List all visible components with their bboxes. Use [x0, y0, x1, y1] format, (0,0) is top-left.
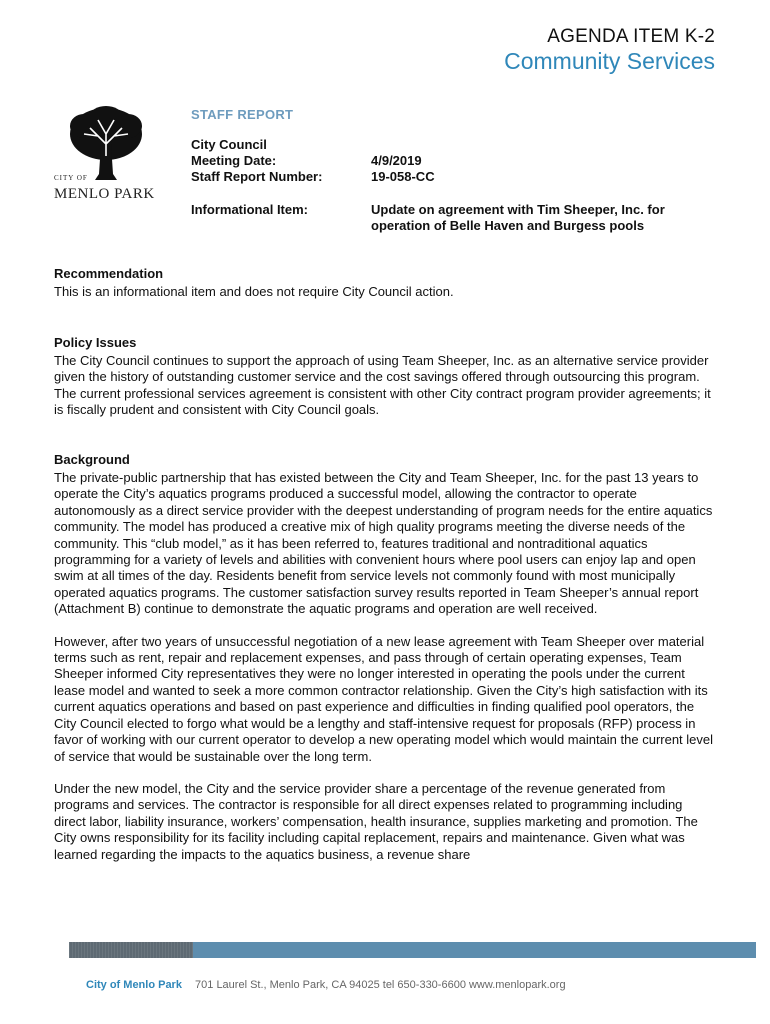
report-number-value: 19-058-CC [371, 169, 435, 184]
recommendation-text: This is an informational item and does not require City Council action. [54, 284, 454, 299]
staff-report-label: STAFF REPORT [191, 107, 294, 122]
department-title: Community Services [504, 48, 715, 74]
footer-city-name: City of Menlo Park [86, 979, 182, 991]
item-type-label: Informational Item: [191, 202, 309, 217]
item-title: Update on agreement with Tim Sheeper, Inc. for operation of Belle Haven and Burgess pools [371, 202, 665, 233]
policy-text: The City Council continues to support the approach of using Team Sheeper, Inc. as an alternative service provider given the history of outstanding customer service and the cost savings offered through outsourcing this program. The current professional services agreement is consistent with other City contract program provider agreements; it is fiscally prudent and consistent with City Council goals. [54, 353, 711, 418]
policy-section [54, 335, 716, 419]
footer-bar-blue [193, 942, 756, 958]
footer [86, 979, 566, 991]
background-section [54, 452, 716, 863]
recommendation-section [54, 266, 716, 300]
policy-heading: Policy Issues [54, 335, 137, 350]
recommendation-heading: Recommendation [54, 266, 164, 281]
logo-city-name: MENLO PARK [54, 186, 155, 202]
report-body: City Council [191, 137, 267, 152]
footer-bar-dark [69, 942, 193, 958]
background-paragraph: However, after two years of unsuccessful negotiation of a new lease agreement with Team Sheeper over material terms such as rent, repair and replacement expenses, and pass through of certain operating expenses, Team Sheeper informed City representatives they were no longer interested in operating the pools under the current lease model and wanted to seek a more common contractor relationship. Given the City’s high satisfaction with its current aquatics operations and based on past experience and difficulties in finding qualified pool operators, the City Council elected to forgo what would be a lengthy and staff-intensive request for proposals (RFP) process in favor of working with our current operator to develop a new operating model which would maintain the current level of service that would be sustainable over the long term. [54, 633, 714, 764]
city-logo [54, 104, 154, 204]
report-number-label: Staff Report Number: [191, 169, 323, 184]
background-paragraph: Under the new model, the City and the service provider share a percentage of the revenue generated from programs and services. The contractor is responsible for all direct expenses related to programming including direct labor, liability insurance, workers’ compensation, health insurance, supplies marketing and promotion. The City owns responsibility for its facility including capital replacement, repairs and maintenance. Given what was learned regarding the impacts to the aquatics business, a revenue share [54, 780, 698, 862]
meeting-date-value: 4/9/2019 [371, 153, 422, 168]
background-heading: Background [54, 452, 130, 467]
background-paragraph: The private-public partnership that has existed between the City and Team Sheeper, Inc. for the past 13 years to operate the City’s aquatics programs produced a successful model, allowing the contractor to operate autonomously as a direct service provider with the deepest understanding of program needs for the entire aquatics community. The model has produced a creative mix of high quality programs meeting the diverse needs of the community. This “club model,” as it has been referred to, features traditional and nontraditional aquatics programming for a variety of levels and abilities with convenient hours where pool users can enjoy lap and open swim at all times of the day. Residents benefit from service levels not commonly found with most municipally operated aquatics programs. The customer satisfaction survey results reported in Team Sheeper’s annual report (Attachment B) continue to demonstrate the aquatic programs and operation are well received. [54, 470, 713, 617]
logo-city-of: CITY OF [54, 174, 88, 182]
meeting-date-label: Meeting Date: [191, 153, 277, 168]
agenda-item-label: AGENDA ITEM K-2 [547, 26, 715, 47]
footer-address: 701 Laurel St., Menlo Park, CA 94025 tel 650-330-6600 www.menlopark.org [195, 979, 566, 991]
